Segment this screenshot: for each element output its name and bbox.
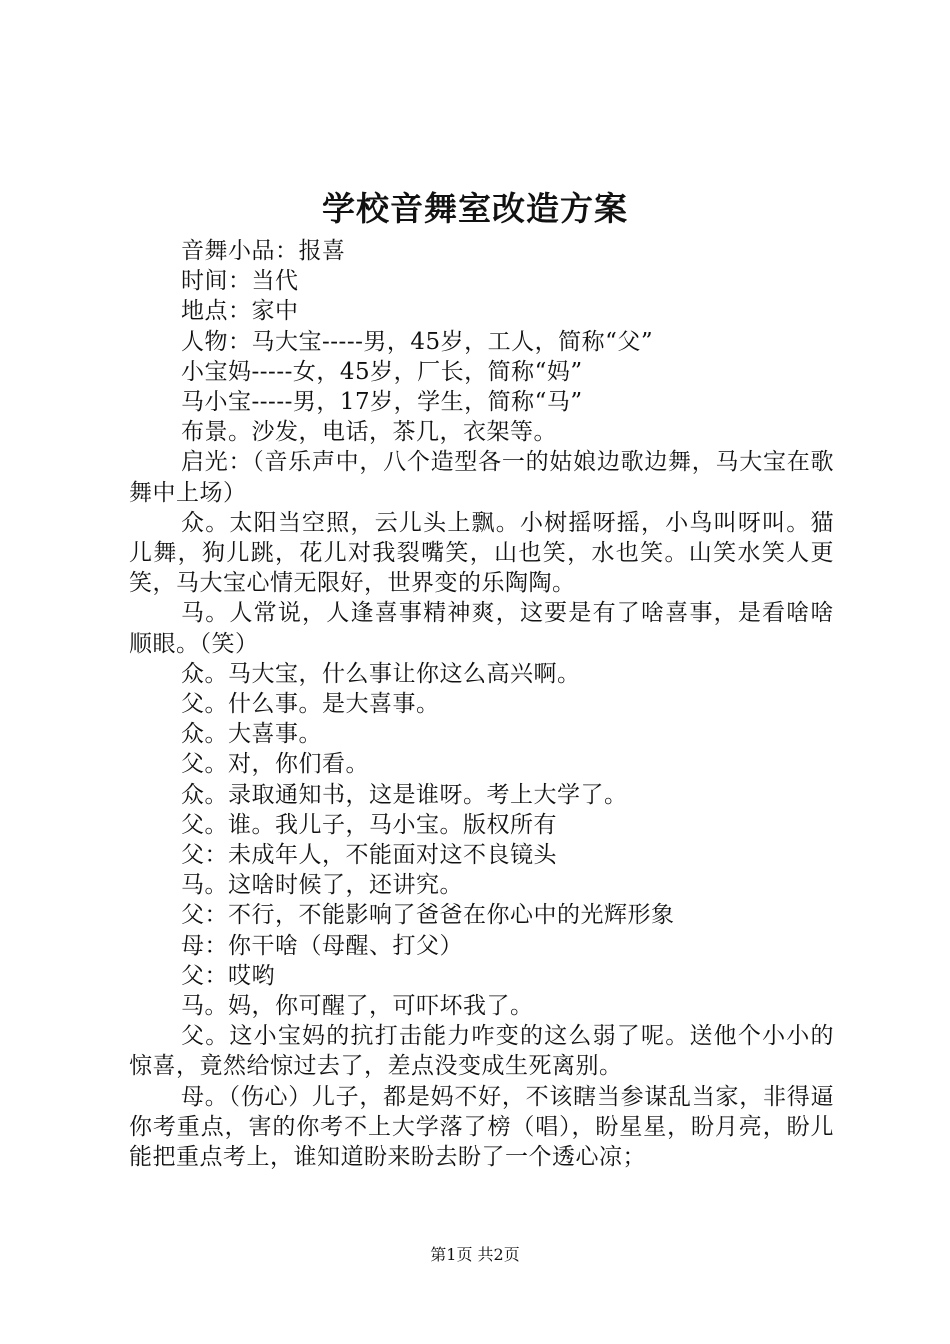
body-paragraph: 启光：（音乐声中，八个造型各一的姑娘边歌边舞，马大宝在歌舞中上场）: [129, 449, 834, 506]
body-paragraph: 马。妈，你可醒了，可吓坏我了。: [181, 993, 534, 1020]
body-paragraph: 马。人常说，人逢喜事精神爽，这要是有了啥喜事，是看啥啥顺眼。（笑）: [129, 600, 834, 657]
body-paragraph: 马。这啥时候了，还讲究。: [181, 872, 463, 899]
body-paragraph: 母。（伤心）儿子，都是妈不好，不该瞎当参谋乱当家，非得逼你考重点，害的你考不上大学落了榜（唱），盼星星，盼月亮，盼儿能把重点考上，谁知道盼来盼去盼了一个透心凉；: [129, 1083, 834, 1171]
body-paragraph: 母：你干啥（母醒、打父）: [181, 932, 463, 959]
body-paragraph: 父：未成年人，不能面对这不良镜头: [181, 842, 557, 869]
body-paragraph: 人物：马大宝-----男，45岁，工人，简称“父”: [181, 328, 654, 355]
body-paragraph: 父。对，你们看。: [181, 751, 369, 778]
body-paragraph: 众。马大宝，什么事让你这么高兴啊。: [181, 660, 581, 687]
body-paragraph: 地点：家中: [181, 298, 299, 325]
body-paragraph: 众。太阳当空照，云儿头上飘。小树摇呀摇，小鸟叫呀叫。猫儿舞，狗儿跳，花儿对我裂嘴笑，山也笑，水也笑。山笑水笑人更笑，马大宝心情无限好，世界变的乐陶陶。: [129, 509, 834, 597]
body-paragraph: 众。录取通知书，这是谁呀。考上大学了。: [181, 781, 628, 808]
body-paragraph: 父。这小宝妈的抗打击能力咋变的这么弱了呢。送他个小小的惊喜，竟然给惊过去了，差点没变成生死离别。: [129, 1023, 834, 1080]
body-paragraph: 布景。沙发，电话，茶几，衣架等。: [181, 419, 557, 446]
page-footer: 第1页 共2页: [430, 1245, 520, 1264]
document-body: [129, 236, 834, 1172]
document-title: 学校音舞室改造方案: [322, 189, 628, 228]
body-paragraph: 父。谁。我儿子，马小宝。版权所有: [181, 811, 557, 838]
body-paragraph: 马小宝-----男，17岁，学生，简称“马”: [181, 389, 583, 416]
body-paragraph: 父：不行，不能影响了爸爸在你心中的光辉形象: [181, 902, 675, 929]
body-paragraph: 父。什么事。是大喜事。: [181, 691, 440, 718]
body-paragraph: 众。大喜事。: [181, 721, 322, 748]
body-paragraph: 小宝妈-----女，45岁，厂长，简称“妈”: [181, 358, 583, 385]
body-paragraph: 父：哎哟: [181, 962, 275, 989]
body-paragraph: 时间：当代: [181, 268, 299, 295]
body-paragraph: 音舞小品：报喜: [181, 238, 346, 264]
